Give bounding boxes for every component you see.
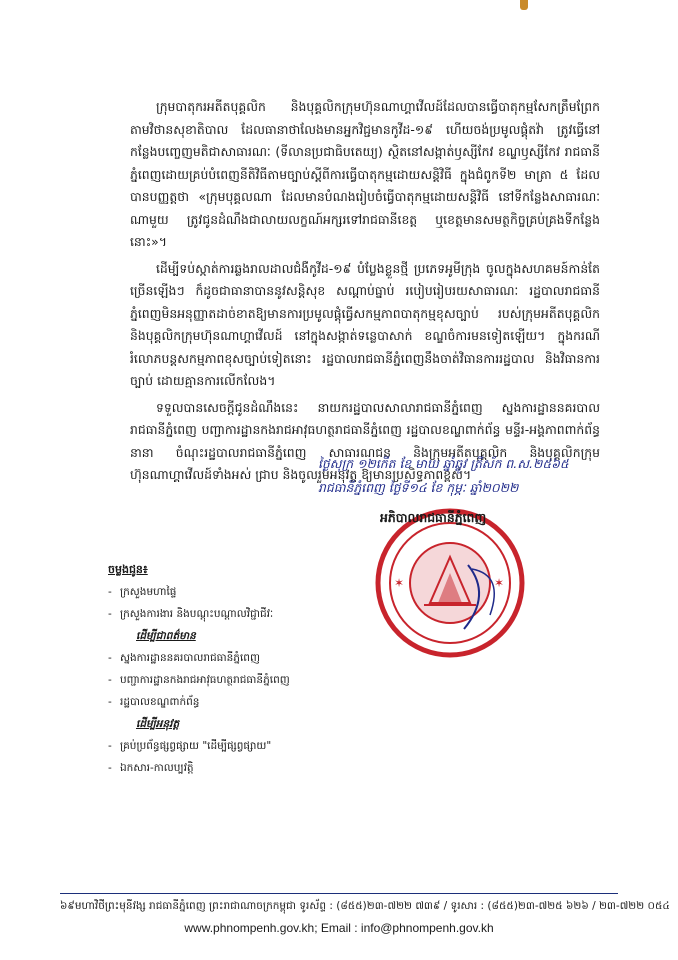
- cc-item: - រដ្ឋបាលខណ្ឌពាក់ព័ន្ធ: [108, 691, 368, 713]
- footer-web-contact: www.phnompenh.gov.kh; Email : info@phnompenh.gov.kh: [184, 921, 494, 935]
- cc-title: ចម្លងជូន៖: [108, 563, 148, 576]
- letter-body: [130, 96, 600, 491]
- signatory-title: អភិបាលរាជធានីភ្នំពេញ: [380, 510, 487, 525]
- footer-address: ៦៩មហាវិថីព្រះមុនីវង្ស រាជធានីភ្នំពេញ ព្រះរាជាណាចក្រកម្ពុជា ទូរស័ព្ទ : (៨៥៥)២៣-៧២២ ៧៣៩ / ទូរសារ : (៨៥៥)២៣-៧២៥ ៦២៦ / ២៣-៧២២ ០៥៤: [60, 900, 670, 912]
- cc-item: - បញ្ជាការដ្ឋានកងរាជអាវុធហត្ថរាជធានីភ្នំពេញ: [108, 669, 368, 691]
- cc-item: - គ្រប់ប្រព័ន្ធផ្សព្វផ្សាយ "ដើម្បីផ្សព្វផ្សាយ": [108, 735, 368, 757]
- cc-note: ដើម្បីអនុវត្ត: [136, 718, 180, 730]
- cc-item: - ក្រសួងមហាផ្ទៃ: [108, 581, 368, 603]
- date-block: [318, 452, 618, 500]
- solar-date: រាជធានីភ្នំពេញ ថ្ងៃទី១៤ ខែ កុម្ភៈ ឆ្នាំ២០២២: [318, 480, 519, 495]
- paragraph-1: ក្រុមបាតុករអតីតបុគ្គលិក និងបុគ្គលិកក្រុមហ៊ុនណាហ្គាវើលដ៍ដែលបានធ្វើបាតុកម្មសែកត្រឹមព្រែកតាមវិថានសុខាតិបាល ដែលធានាថាលែងមានអ្នកវិជ្ជមានកូវីដ-១៩ ហើយចង់ប្រមូលផ្តុំតវ៉ា ត្រូវធ្វើនៅកន្លែងបញ្ចេញមតិជាសាធារណៈ (ទីលានប្រជាធិបតេយ្យ) ស្ថិតនៅសង្កាត់ឫស្សីកែវ ខណ្ឌឫស្សីកែវ រាជធានីភ្នំពេញដោយគ្រប់បំពេញនីតិវិធីតាមច្បាប់ស្តីពីការធ្វើបាតុកម្មដោយសន្តិវិធី ក្នុងជំពូកទី២ មាត្រា ៥ ដែលបានបញ្ញត្តថា «ក្រុមបុគ្គលណា ដែលមានបំណងរៀបចំធ្វើបាតុកម្មដោយសន្តិវិធី នៅទីកន្លែងសាធារណៈណាមួយ ត្រូវជូនដំណឹងជាលាយលក្ខណ៍អក្សរទៅរាជធានីខេត្ត ឬខេត្តមានសមត្ថកិច្ចគ្រប់គ្រងទីកន្លែងនោះ»។: [130, 99, 600, 249]
- cc-item: - ឯកសារ-កាលប្បវត្តិ: [108, 757, 368, 779]
- svg-text:✶: ✶: [394, 576, 405, 590]
- cc-item: - ស្នងការដ្ឋាននគរបាលរាជធានីភ្នំពេញ: [108, 647, 368, 669]
- paragraph-3: ទទួលបានសេចក្តីជូនដំណឹងនេះ នាយករដ្ឋបាលសាលារាជធានីភ្នំពេញ ស្នងការដ្ឋាននគរបាលរាជធានីភ្នំពេញ បញ្ជាការដ្ឋានកងរាជអាវុធហត្ថរាជធានីភ្នំពេញ រដ្ឋបាលខណ្ឌពាក់ព័ន្ធ មន្ទីរ-អង្គភាពពាក់ព័ន្ធនានា ចំណុះរដ្ឋបាលរាជធានីភ្នំពេញ សាធារណជន និងក្រុមអតីតបុគ្គលិក និងបុគ្គលិកក្រុមហ៊ុនណាហ្គាវើលដ៍ទាំងអស់ ជ្រាប និងចូលរួមអនុវត្ត ឱ្យមានប្រសិទ្ធភាពខ្ពស់។: [130, 399, 600, 482]
- lunar-date: ថ្ងៃសុក្រ ១២កើត ខែ មាឃ ឆ្នាំឆ្លូវ ត្រីស័ក ព.ស.២៥៦៥: [318, 456, 569, 471]
- cc-item: - ក្រសួងការងារ និងបណ្តុះបណ្តាលវិជ្ជាជីវៈ: [108, 603, 368, 625]
- cc-note: ដើម្បីជាពត៌មាន: [136, 630, 196, 642]
- cc-list: [108, 581, 368, 779]
- svg-text:✶: ✶: [494, 576, 505, 590]
- footer-divider: [60, 893, 618, 894]
- paragraph-2: ដើម្បីទប់ស្កាត់ការឆ្លងរាលដាលជំងឺកូវីដ-១៩ បំប្លែងខ្លួនថ្មី ប្រភេទអូមីក្រុង ចូលក្នុងសហគមន៍កាន់តែច្រើនឡើងៗ ក៏ដូចជាធានាបាននូវសន្តិសុខ សណ្តាប់ធ្នាប់ របៀបរៀបរយសាធារណៈ រដ្ឋបាលរាជធានីភ្នំពេញមិនអនុញ្ញាតដាច់ខាតឱ្យមានការប្រមូលផ្តុំធ្វើសកម្មភាពបាតុកម្មខុសច្បាប់ របស់ក្រុមអតីតបុគ្គលិក និងបុគ្គលិកក្រុមហ៊ុនណាហ្គាវើលដ៍ នៅក្នុងសង្កាត់ទន្លេបាសាក់ ខណ្ឌចំការមនទៀតឡើយ។ ក្នុងករណីរំលោភបន្តសកម្មភាពខុសច្បាប់ទៀតនោះ រដ្ឋបាលរាជធានីភ្នំពេញនឹងចាត់វិធានការរដ្ឋបាល និងវិធានការច្បាប់ ដោយគ្មានការលើកលែង។: [130, 260, 600, 388]
- header-accent-mark: [520, 0, 528, 10]
- cc-recipients: [108, 559, 368, 779]
